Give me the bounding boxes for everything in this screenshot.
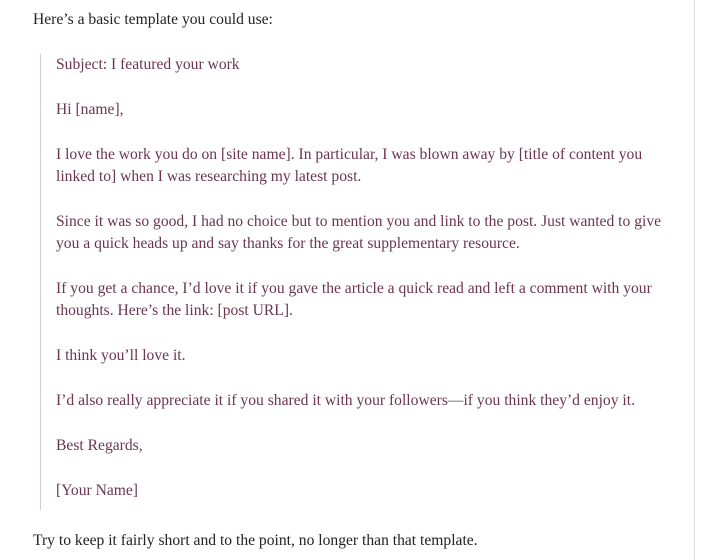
outro-text: Try to keep it fairly short and to the point, no longer than that template.: [33, 532, 478, 549]
template-signoff: Best Regards,: [56, 437, 143, 454]
template-paragraph-4: I think you’ll love it.: [56, 347, 186, 364]
template-signature: [Your Name]: [56, 482, 139, 499]
template-paragraph-2: Since it was so good, I had no choice but to mention you and link to the post. Just wanted to give you a quick heads up and say thanks for the great supplementary resource.: [56, 213, 662, 252]
email-template-blockquote: [40, 54, 680, 510]
intro-text: Here’s a basic template you could use:: [33, 11, 273, 28]
template-paragraph-3: If you get a chance, I’d love it if you gave the article a quick read and left a comment with your thoughts. Here’s the link: [post URL].: [56, 280, 652, 319]
template-greeting: Hi [name],: [56, 101, 124, 118]
template-paragraph-5: I’d also really appreciate it if you shared it with your followers—if you think they’d enjoy it.: [56, 392, 635, 409]
template-subject: Subject: I featured your work: [56, 56, 240, 73]
template-paragraph-1: I love the work you do on [site name]. In particular, I was blown away by [title of content you linked to] when I was researching my latest post.: [56, 146, 643, 185]
content-right-border: [694, 0, 695, 560]
